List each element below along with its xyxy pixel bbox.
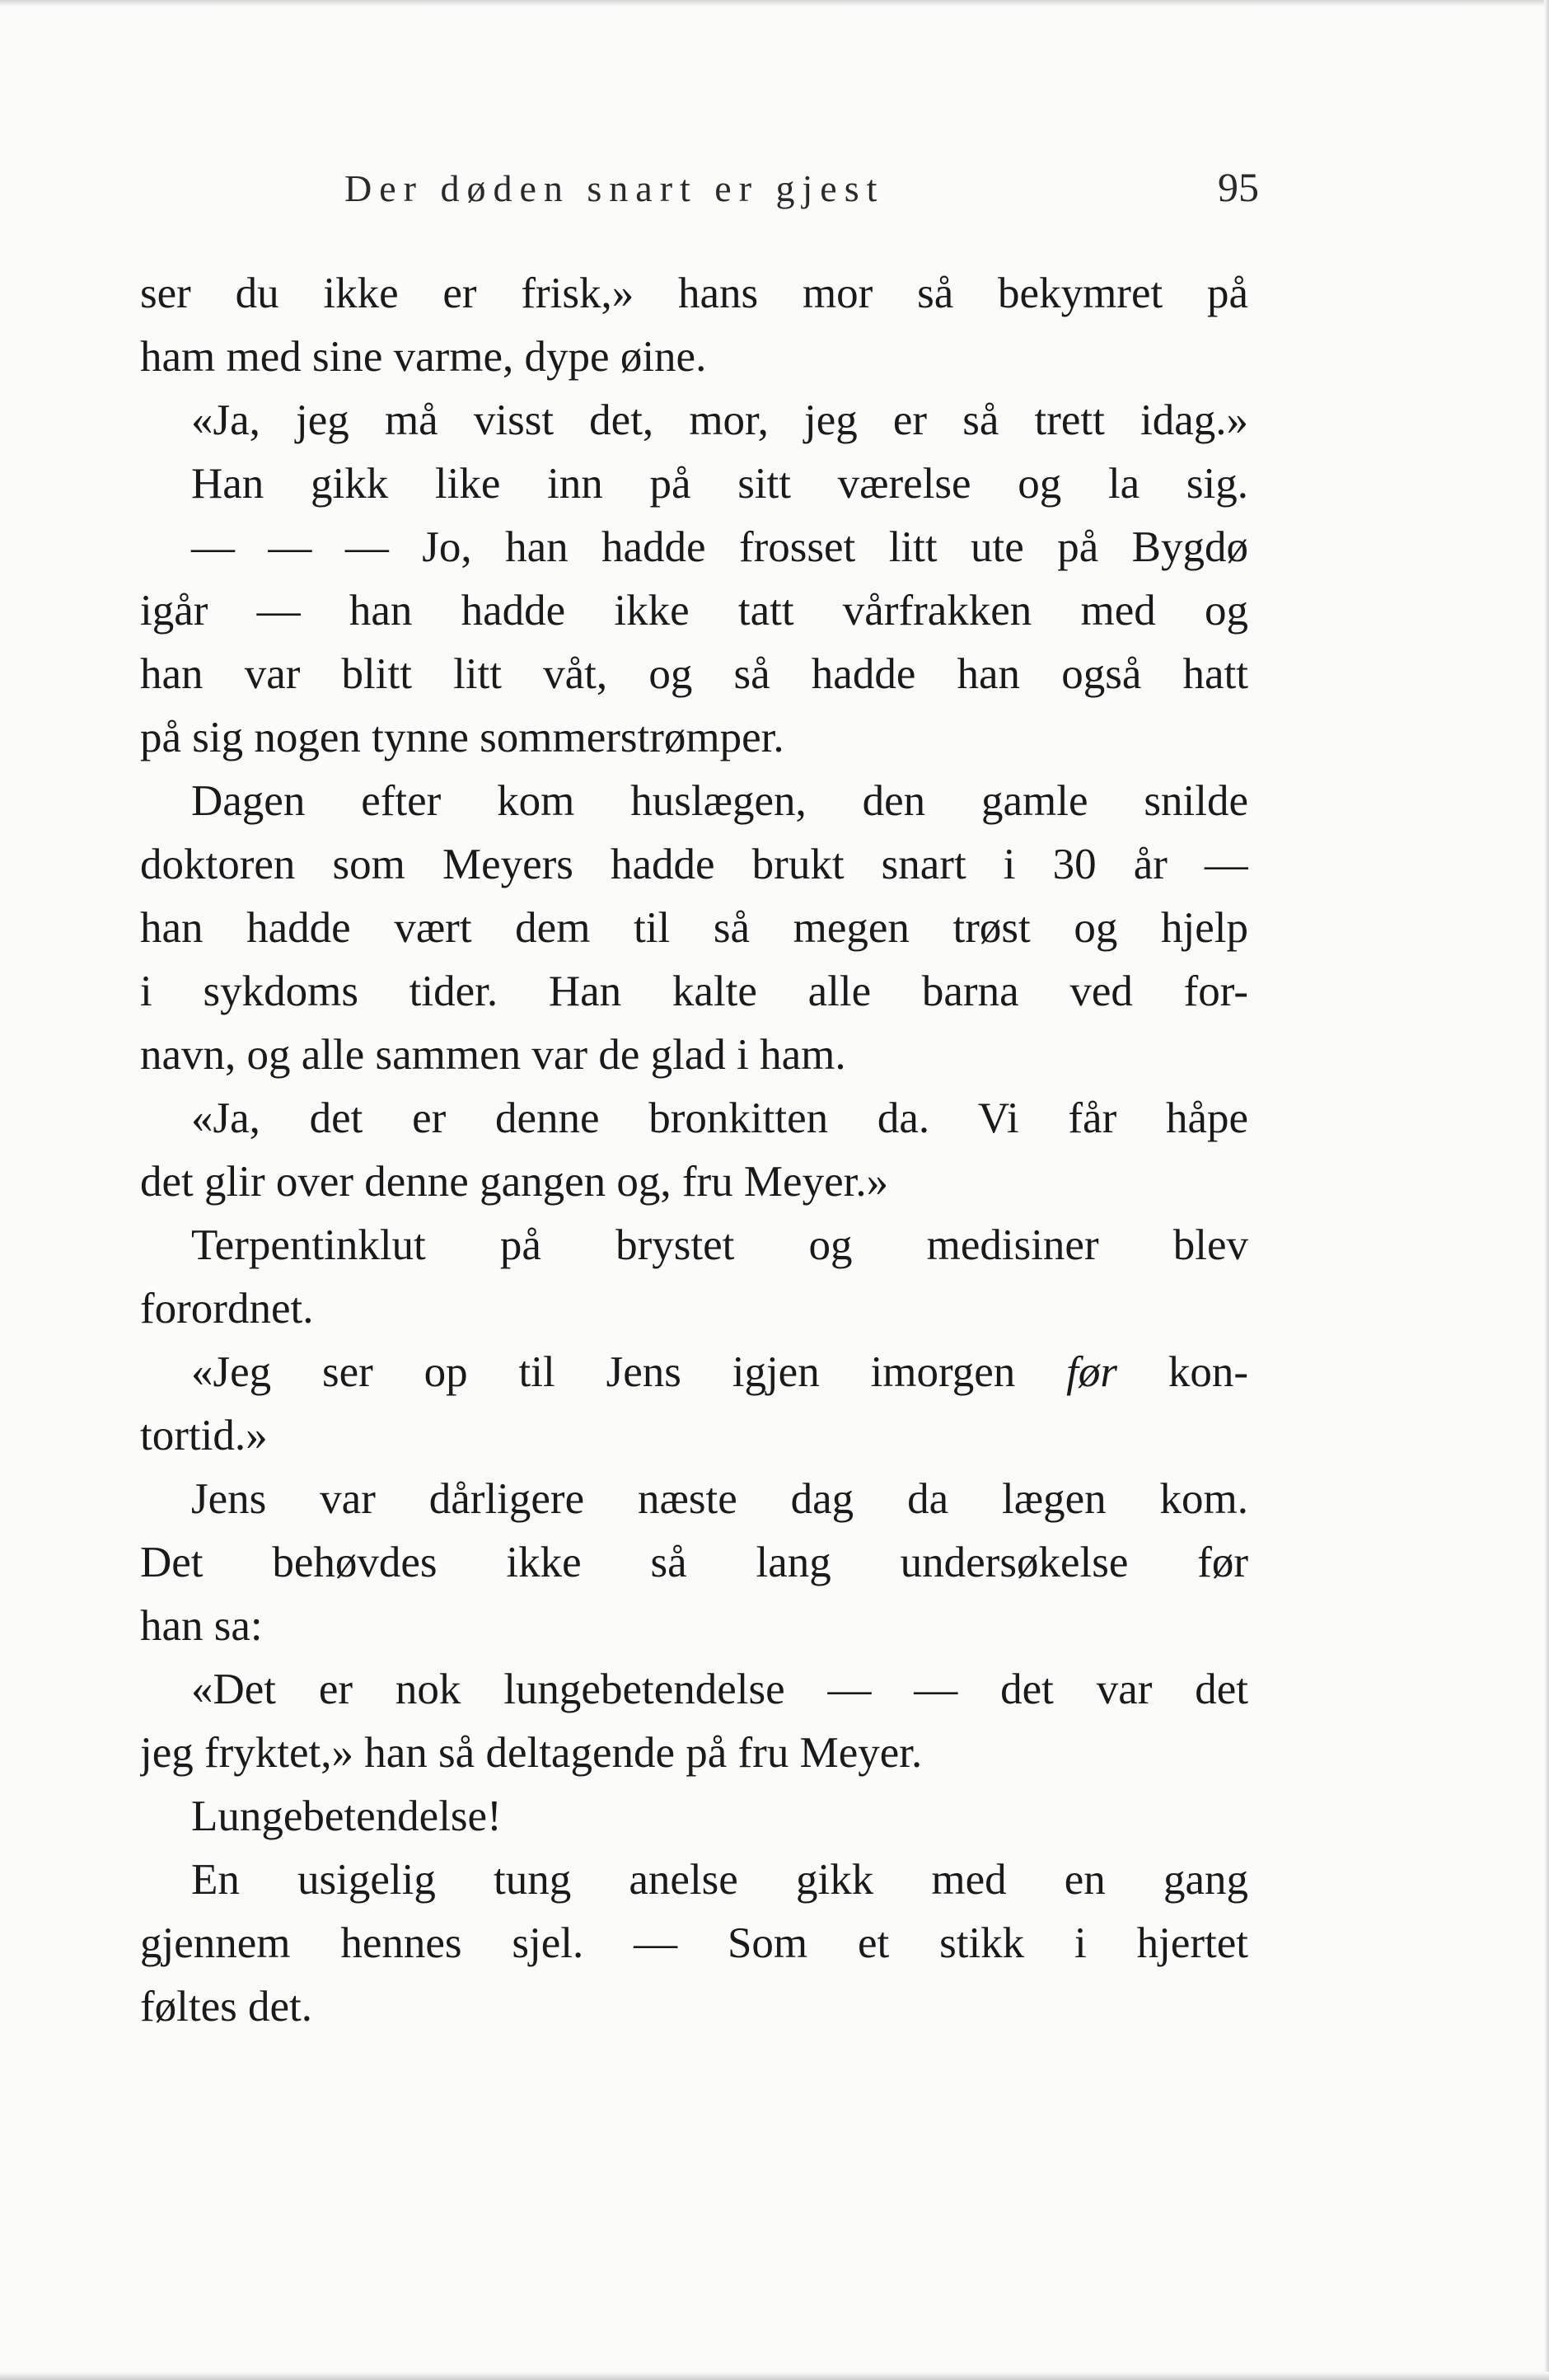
text-line-content: En usigelig tung anelse gikk med en gang (191, 1856, 1248, 1904)
text-line-content: Det behøvdes ikke så lang undersøkelse før (140, 1539, 1248, 1586)
text-line (140, 516, 1248, 579)
text-line (140, 389, 1248, 452)
text-line-content: — — — Jo, han hadde frosset litt ute på Bygdø (191, 523, 1248, 571)
text-line (140, 706, 1248, 770)
text-line-content: ser du ikke er frisk,» hans mor så bekymret på (140, 269, 1248, 317)
text-line (140, 262, 1248, 326)
text-line (140, 1087, 1248, 1150)
running-title: Der døden snart er gjest (344, 167, 885, 209)
text-line-content: «Ja, jeg må visst det, mor, jeg er så trett idag.» (191, 396, 1248, 444)
text-line-content: «Ja, det er denne bronkitten da. Vi får håpe (191, 1094, 1248, 1142)
text-line (140, 1722, 1248, 1785)
text-line-tail: kon- (1168, 1348, 1248, 1396)
emphasized-word: før (1066, 1348, 1117, 1396)
text-line-content: Terpentinklut på brystet og medisiner blev (191, 1221, 1248, 1269)
text-line-content: ham med sine varme, dype øine. (140, 333, 707, 381)
text-line (140, 326, 1248, 389)
text-line (140, 452, 1248, 516)
text-line (140, 1975, 1248, 2039)
text-line (140, 1595, 1248, 1658)
text-line (140, 960, 1248, 1024)
text-line (140, 1341, 1248, 1404)
text-line (140, 1785, 1248, 1848)
text-line (140, 770, 1248, 833)
text-line (140, 1277, 1248, 1341)
text-line-content: igår — han hadde ikke tatt vårfrakken med og (140, 587, 1248, 635)
text-line-content: det glir over denne gangen og, fru Meyer.» (140, 1158, 889, 1206)
text-line-content: Lungebetendelse! (191, 1792, 502, 1840)
text-line (140, 897, 1248, 960)
text-line-content: han hadde vært dem til så megen trøst og hjelp (140, 904, 1248, 952)
text-line-content: Jens var dårligere næste dag da lægen kom. (191, 1475, 1248, 1523)
page-right-edge (1544, 0, 1549, 2380)
text-line-content: «Det er nok lungebetendelse — — det var det (191, 1666, 1248, 1713)
text-line (140, 1024, 1248, 1087)
text-line (140, 643, 1248, 706)
page-bottom-edge (0, 2372, 1549, 2380)
text-line-content: tortid.» (140, 1412, 268, 1459)
text-line (140, 1404, 1248, 1468)
body-text (140, 262, 1248, 2039)
text-line-content: doktoren som Meyers hadde brukt snart i 30 år — (140, 841, 1248, 888)
text-line (140, 579, 1248, 643)
text-line (140, 1848, 1248, 1912)
text-line-content: jeg fryktet,» han så deltagende på fru Meyer. (140, 1729, 923, 1777)
text-line (140, 1531, 1248, 1595)
text-line-content: forordnet. (140, 1285, 314, 1333)
text-line (140, 1214, 1248, 1277)
text-line-content: Han gikk like inn på sitt værelse og la sig. (191, 460, 1248, 508)
text-line (140, 1912, 1248, 1975)
text-line-content: på sig nogen tynne sommerstrømper. (140, 714, 784, 761)
text-line-content: navn, og alle sammen var de glad i ham. (140, 1031, 846, 1079)
text-line (140, 1658, 1248, 1722)
text-line (140, 1468, 1248, 1531)
page-number: 95 (1218, 164, 1259, 210)
text-line-content: føltes det. (140, 1983, 312, 2031)
text-line-content: i sykdoms tider. Han kalte alle barna ved for- (140, 967, 1248, 1015)
text-line (140, 1150, 1248, 1214)
text-line-content: han var blitt litt våt, og så hadde han også hatt (140, 650, 1248, 698)
text-line-content: «Jeg ser op til Jens igjen imorgen (191, 1348, 1016, 1396)
text-line-content: gjennem hennes sjel. — Som et stikk i hjertet (140, 1919, 1248, 1967)
text-line-content: han sa: (140, 1602, 263, 1650)
text-line (140, 833, 1248, 897)
text-line-content: Dagen efter kom huslægen, den gamle snilde (191, 777, 1248, 825)
page-top-edge (0, 0, 1549, 7)
